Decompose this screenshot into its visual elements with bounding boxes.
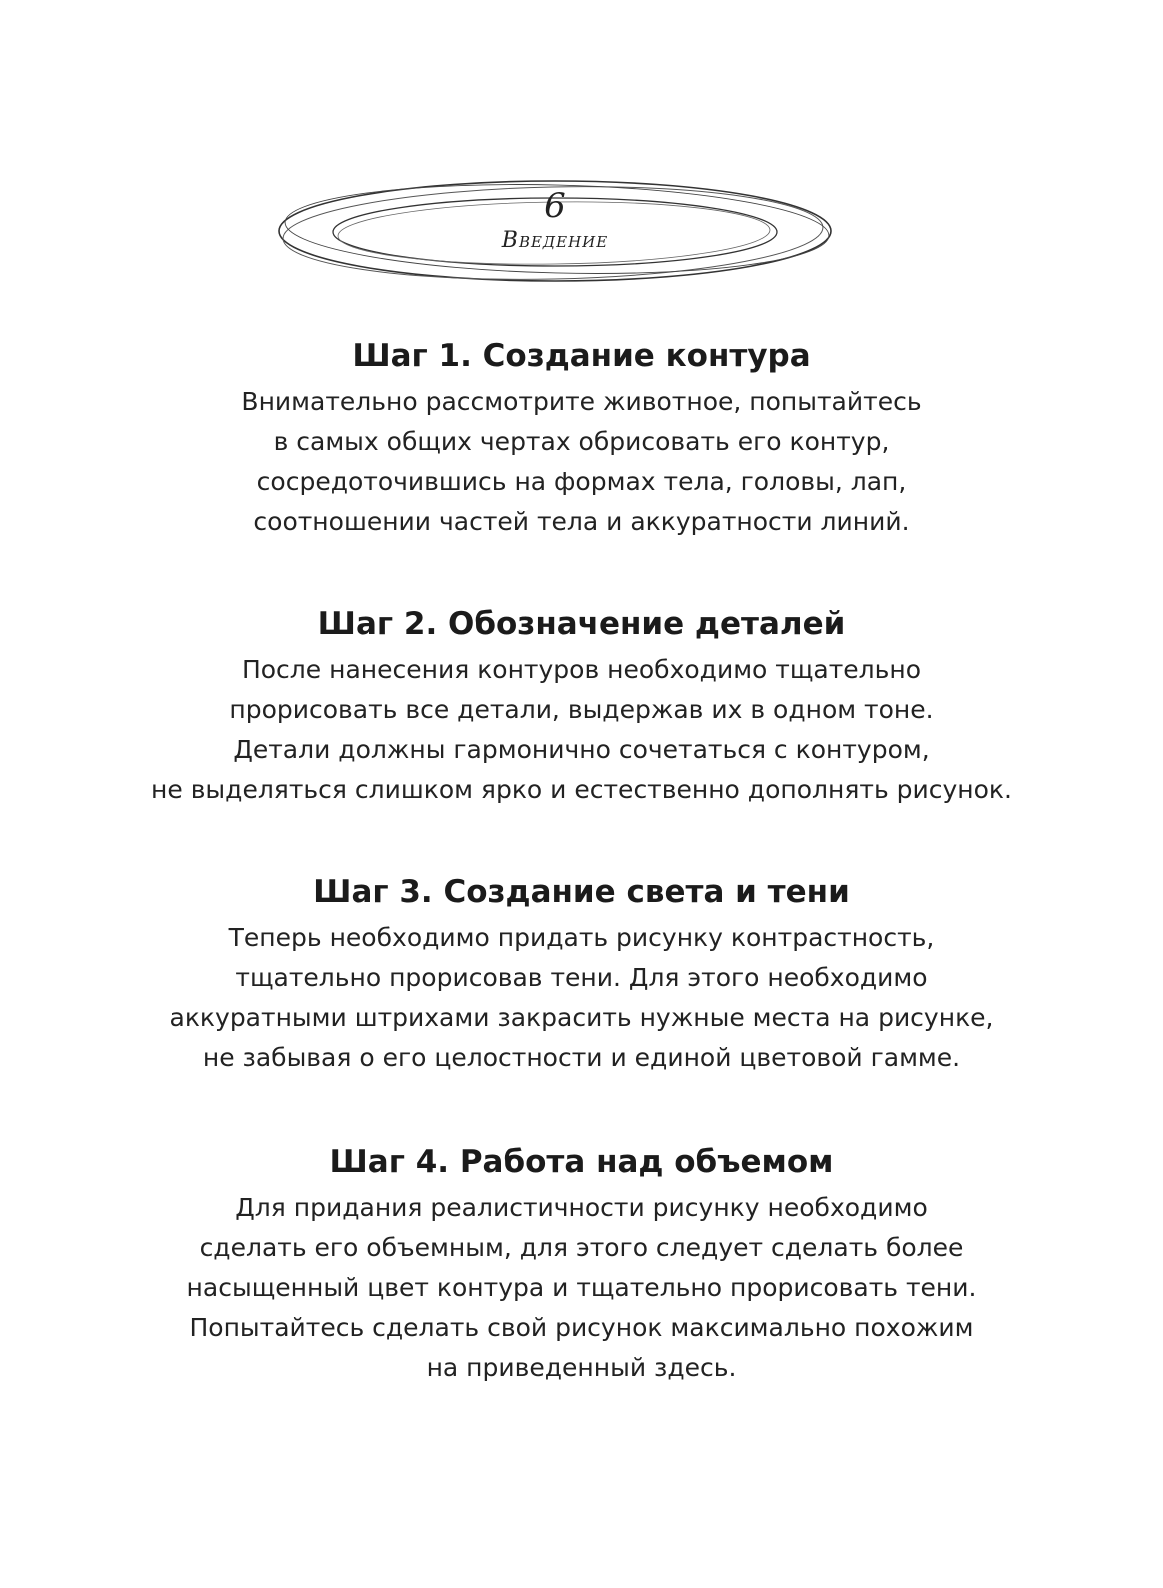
step-section-3 <box>0 866 1163 1078</box>
step-section-1 <box>0 330 1163 542</box>
text-line: Теперь необходимо придать рисунку контрастность, <box>228 923 935 952</box>
text-line: на приведенный здесь. <box>426 1353 737 1382</box>
text-line: не забывая о его целостности и единой цветовой гамме. <box>202 1043 961 1072</box>
step-text <box>0 382 1163 542</box>
text-line: насыщенный цвет контура и тщательно прорисовать тени. <box>186 1273 977 1302</box>
step-heading: Шаг 3. Создание света и тени <box>313 874 850 910</box>
step-heading: Шаг 1. Создание контура <box>352 338 811 374</box>
step-text <box>0 1188 1163 1388</box>
text-line: не выделяться слишком ярко и естественно дополнять рисунок. <box>151 775 1012 804</box>
text-line: в самых общих чертах обрисовать его контур, <box>273 427 890 456</box>
step-heading: Шаг 2. Обозначение деталей <box>317 606 846 642</box>
page-number: 6 <box>544 186 566 226</box>
text-line: тщательно прорисовав тени. Для этого необходимо <box>235 963 928 992</box>
chapter-title: Введение <box>501 228 609 253</box>
step-text <box>0 650 1163 810</box>
text-line: сосредоточившись на формах тела, головы, лап, <box>256 467 907 496</box>
text-line: Внимательно рассмотрите животное, попытайтесь <box>241 387 922 416</box>
text-line: аккуратными штрихами закрасить нужные места на рисунке, <box>169 1003 994 1032</box>
step-section-4 <box>0 1136 1163 1388</box>
text-line: соотношении частей тела и аккуратности линий. <box>253 507 910 536</box>
step-text <box>0 918 1163 1078</box>
text-line: После нанесения контуров необходимо тщательно <box>241 655 922 684</box>
text-line: прорисовать все детали, выдержав их в одном тоне. <box>229 695 934 724</box>
page-header-emblem <box>270 172 840 290</box>
text-line: сделать его объемным, для этого следует сделать более <box>199 1233 964 1262</box>
text-line: Попытайтесь сделать свой рисунок максимально похожим <box>189 1313 974 1342</box>
step-heading: Шаг 4. Работа над объемом <box>329 1144 834 1180</box>
step-section-2 <box>0 598 1163 810</box>
text-line: Для придания реалистичности рисунку необходимо <box>235 1193 928 1222</box>
text-line: Детали должны гармонично сочетаться с контуром, <box>233 735 930 764</box>
